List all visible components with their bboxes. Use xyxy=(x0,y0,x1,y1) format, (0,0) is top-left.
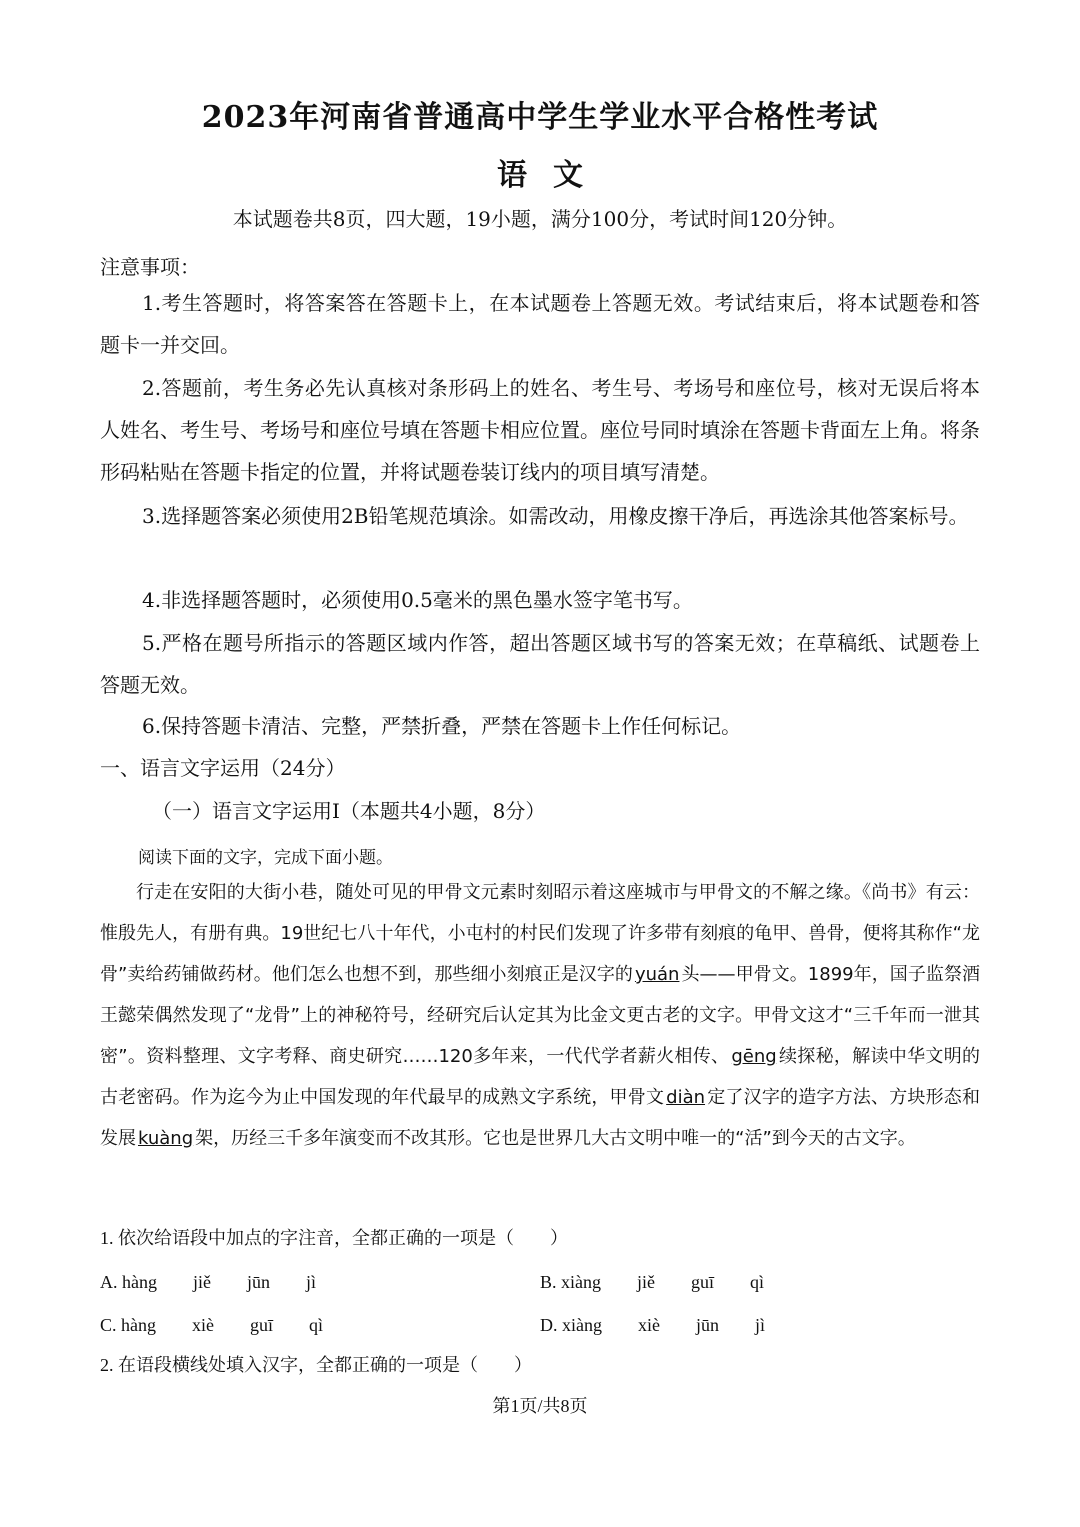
subject-title: 语文 xyxy=(497,158,609,193)
note-item: 4.非选择题答题时，必须使用0.5毫米的黑色墨水签字笔书写。 xyxy=(142,588,693,612)
reading-passage xyxy=(100,872,980,1159)
page-footer: 第1页/共8页 xyxy=(492,1396,588,1416)
option-a: A. hàng jiě jūn jì xyxy=(100,1272,316,1292)
option-d: D. xiàng xiè jūn jì xyxy=(540,1315,765,1335)
passage-text: 行走在安阳的大街小巷，随处可见的甲骨文元素时刻昭示着这座城市与甲骨文的不解之缘。《尚书》有云：惟殷先人，有册有典。19世纪七八十年代，小屯村的村民们发现了许多带有刻痕的龟甲、兽骨，便将其称作“龙骨”卖给药铺做药材。他们怎么也想不到，那些细小刻痕正是汉字的 xyxy=(100,882,980,985)
subsection-title: （一）语言文字运用Ⅰ（本题共4小题，8分） xyxy=(152,799,546,823)
pinyin-blank: yuán xyxy=(634,964,680,985)
exam-title: 2023年河南省普通高中学生学业水平合格性考试 xyxy=(201,100,879,135)
section-title: 一、语言文字运用（24分） xyxy=(100,756,346,780)
passage-text: 续探秘，解读中华文明的古老密码。作为迄今为止中国发现的年代最早的成熟文字系统，甲骨文 xyxy=(100,1046,981,1108)
note-item: 6.保持答题卡清洁、完整，严禁折叠，严禁在答题卡上作任何标记。 xyxy=(142,714,742,738)
pinyin-blank: kuàng xyxy=(138,1128,194,1149)
passage-text: 头——甲骨文。1899年，国子监祭酒王懿荣偶然发现了“龙骨”上的神秘符号，经研究后认定其为比金文更古老的文字。甲骨文这才“三千年而一泄其密”。资料整理、文字考释、商史研究……120多年来，一代代学者薪火相传、 xyxy=(100,964,980,1067)
question-2: 2. 在语段横线处填入汉字，全都正确的一项是（ ） xyxy=(100,1355,532,1375)
note-item: 2.答题前，考生务必先认真核对条形码上的姓名、考生号、考场号和座位号，核对无误后将本人姓名、考生号、考场号和座位号填在答题卡相应位置。座位号同时填涂在答题卡背面左上角。将条形码粘贴在答题卡指定的位置，并将试题卷装订线内的项目填写清楚。 xyxy=(100,376,980,484)
note-item: 5.严格在题号所指示的答题区域内作答，超出答题区域书写的答案无效；在草稿纸、试题卷上答题无效。 xyxy=(100,631,980,697)
exam-summary: 本试题卷共8页，四大题，19小题，满分100分，考试时间120分钟。 xyxy=(232,207,848,231)
note-item: 1.考生答题时，将答案答在答题卡上，在本试题卷上答题无效。考试结束后，将本试题卷和答题卡一并交回。 xyxy=(100,291,980,357)
note-item: 3.选择题答案必须使用2B铅笔规范填涂。如需改动，用橡皮擦干净后，再选涂其他答案标号。 xyxy=(142,504,969,528)
pinyin-blank: diàn xyxy=(666,1087,706,1108)
passage-text: 架，历经三千多年演变而不改其形。它也是世界几大古文明中唯一的“活”到今天的古文字。 xyxy=(195,1128,916,1149)
option-c: C. hàng xiè guī qì xyxy=(100,1315,323,1335)
pinyin-blank: gēng xyxy=(731,1046,777,1067)
notes-heading: 注意事项： xyxy=(100,255,200,279)
option-b: B. xiàng jiě guī qì xyxy=(540,1272,764,1292)
passage-text: 定了汉字的造字方法、方块形态和发展 xyxy=(100,1087,981,1149)
question-1: 1. 依次给语段中加点的字注音，全都正确的一项是（ ） xyxy=(100,1228,568,1248)
reading-instruction: 阅读下面的文字，完成下面小题。 xyxy=(138,848,393,868)
